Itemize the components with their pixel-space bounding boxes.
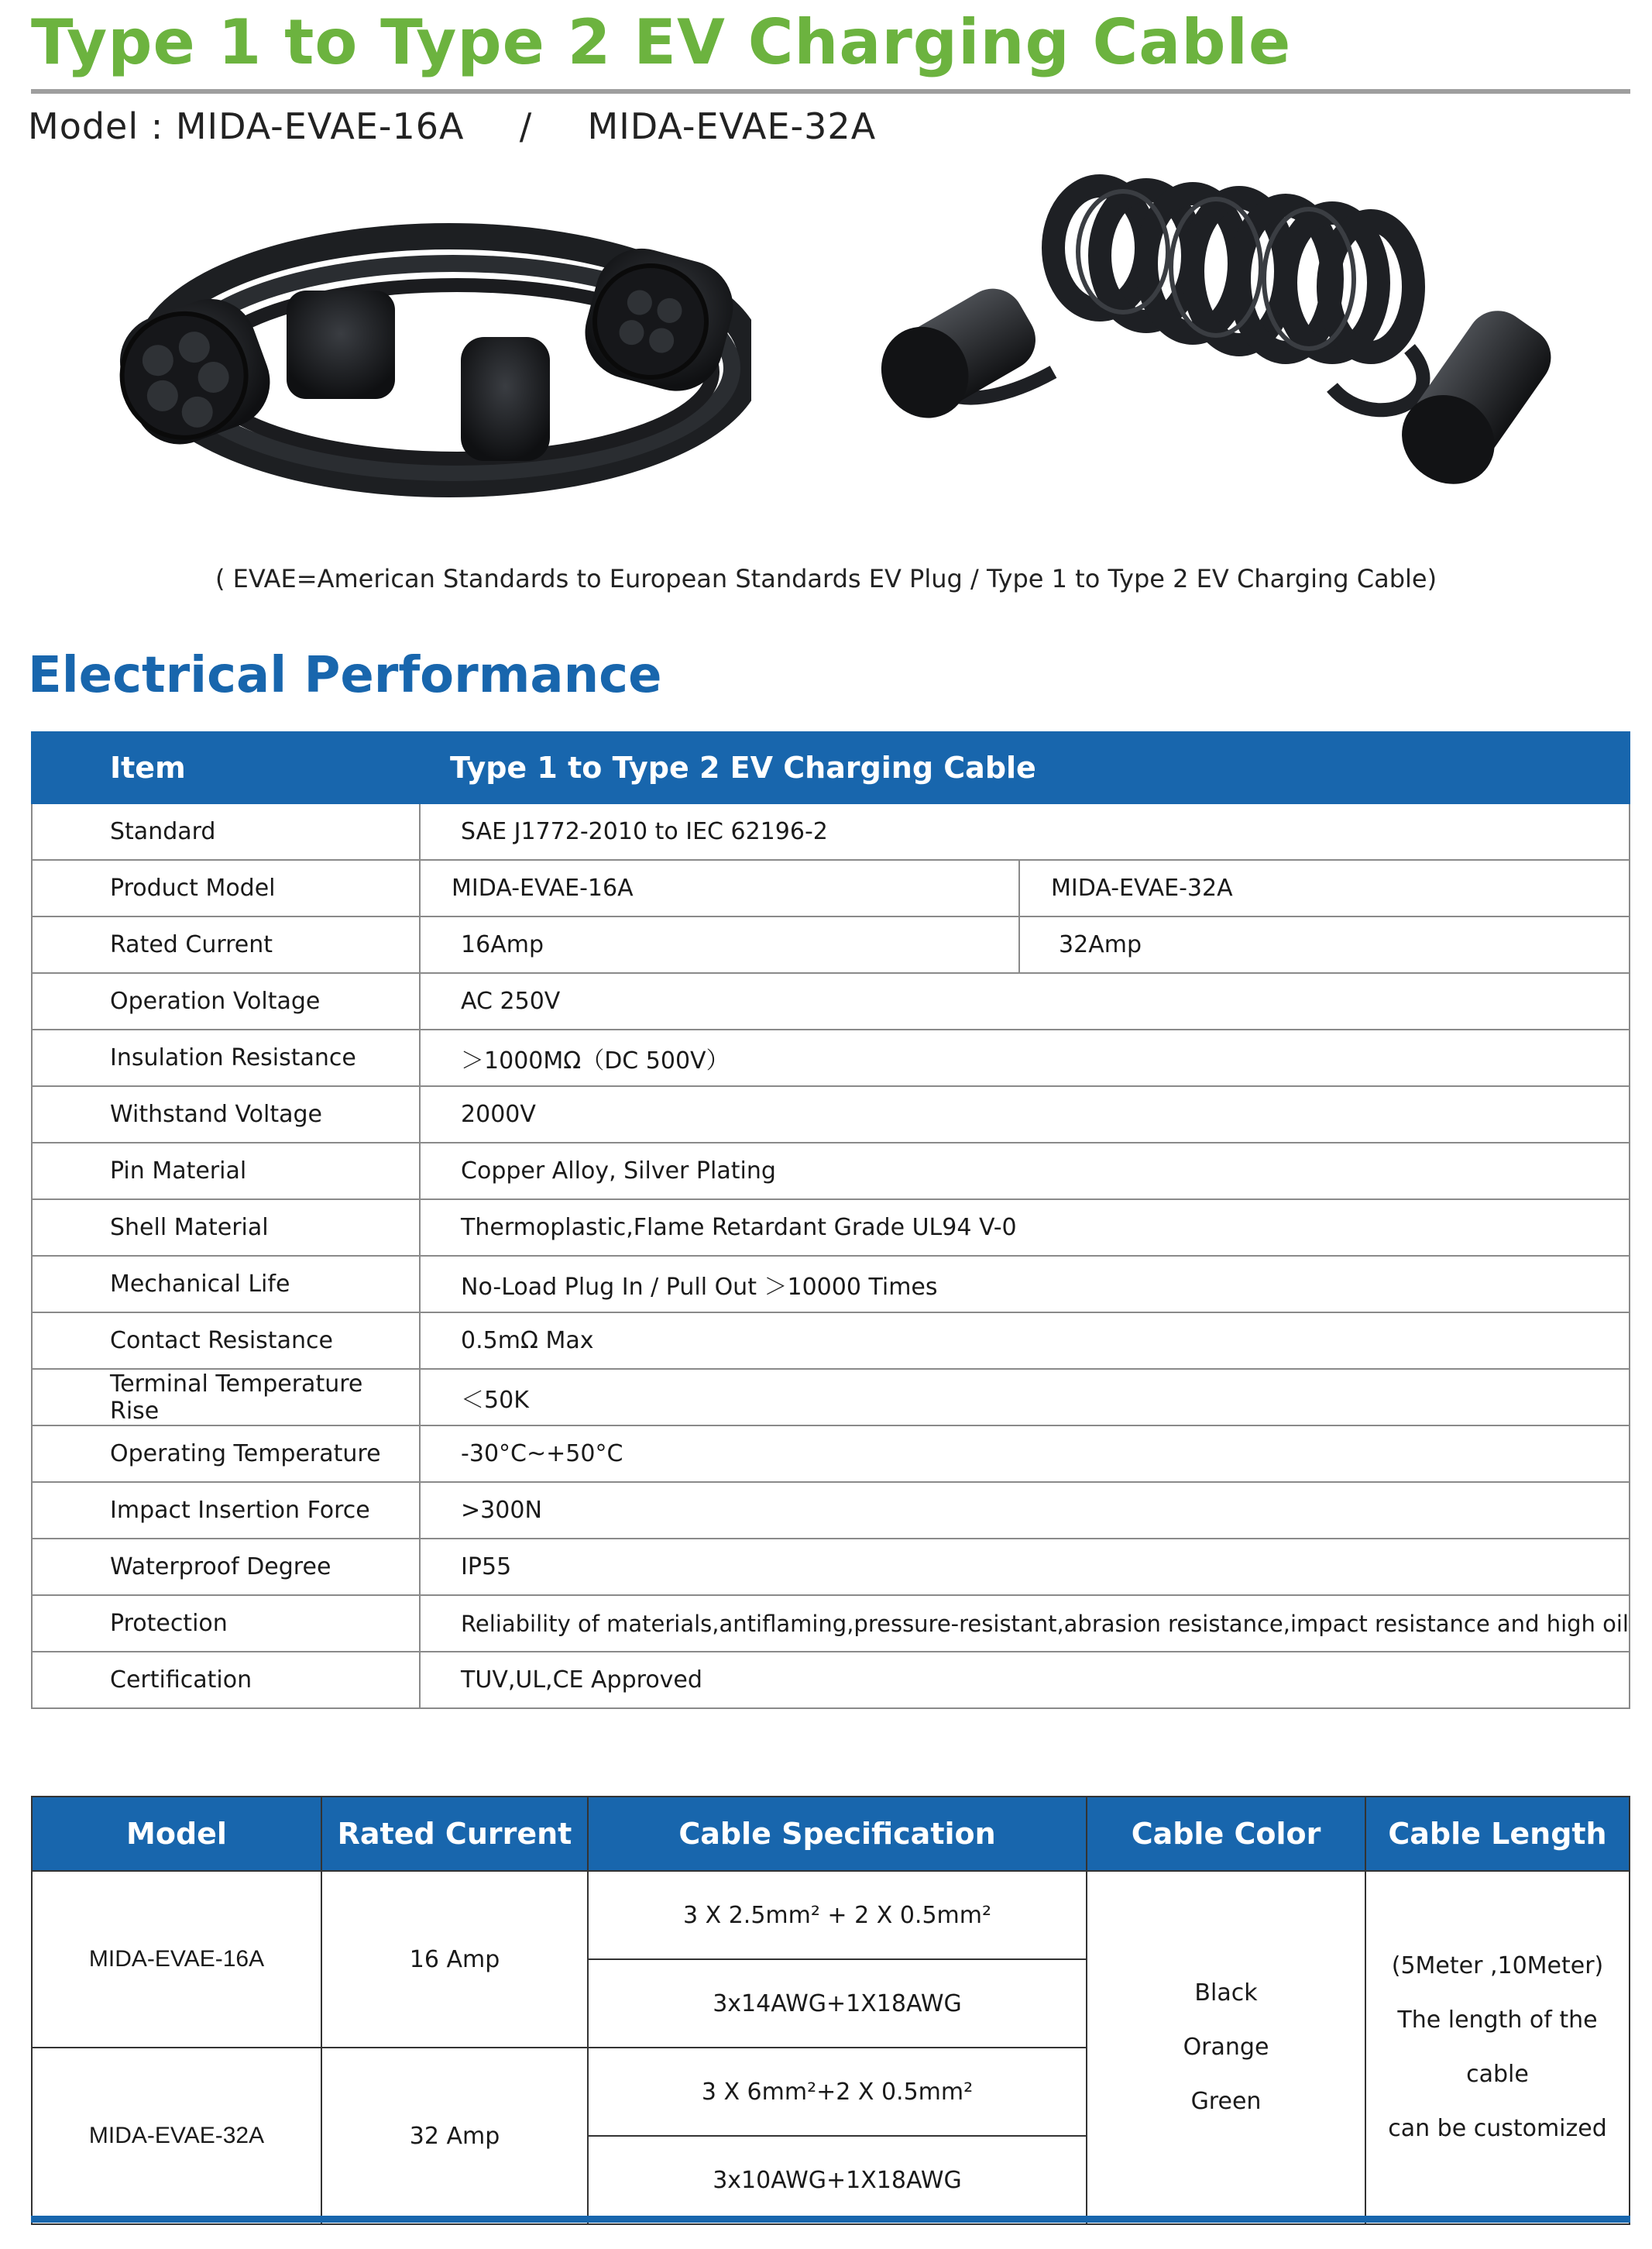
spec-cell: 3 X 6mm²+2 X 0.5mm² <box>588 2048 1087 2136</box>
table-row <box>32 1030 1630 1086</box>
row-value: ＞1000MΩ（DC 500V） <box>420 1030 1630 1086</box>
table-row <box>32 860 1630 916</box>
model-separator: / <box>519 105 533 147</box>
table-row <box>32 1539 1630 1595</box>
coiled-cable-photo <box>867 155 1564 496</box>
row-label: Insulation Resistance <box>32 1030 420 1086</box>
row-value: Copper Alloy, Silver Plating <box>420 1143 1630 1199</box>
table-row <box>32 973 1630 1030</box>
model-label: Model : <box>28 105 164 147</box>
row-label: Operating Temperature <box>32 1425 420 1482</box>
header-model: Model <box>32 1797 321 1871</box>
row-label: Certification <box>32 1652 420 1708</box>
table-row <box>32 1369 1630 1425</box>
row-value: SAE J1772-2010 to IEC 62196-2 <box>420 803 1630 860</box>
color-black: Black <box>1194 1979 1258 2007</box>
table-row <box>32 1652 1630 1708</box>
table-row <box>32 1143 1630 1199</box>
page-title: Type 1 to Type 2 EV Charging Cable <box>31 6 1292 78</box>
table-header-row <box>32 1797 1630 1871</box>
abbreviation-note: ( EVAE=American Standards to European Standards EV Plug / Type 1 to Type 2 EV Charging Cable) <box>215 564 1437 593</box>
length-cell <box>1365 1871 1630 2224</box>
cable-spec-table <box>31 1796 1630 2225</box>
row-label: Standard <box>32 803 420 860</box>
model-cell: MIDA-EVAE-32A <box>32 2048 321 2224</box>
header-product: Type 1 to Type 2 EV Charging Cable <box>420 732 1630 803</box>
row-label: Operation Voltage <box>32 973 420 1030</box>
spec-cell: 3x10AWG+1X18AWG <box>588 2136 1087 2224</box>
table-row <box>32 1595 1630 1652</box>
spec-cell: 3x14AWG+1X18AWG <box>588 1959 1087 2048</box>
table-row <box>32 1312 1630 1369</box>
color-orange: Orange <box>1183 2034 1269 2061</box>
table-row <box>32 1256 1630 1312</box>
header-cable-length: Cable Length <box>1365 1797 1630 1871</box>
row-label: Pin Material <box>32 1143 420 1199</box>
table-row <box>32 1482 1630 1539</box>
row-value: -30°C~+50°C <box>420 1425 1630 1482</box>
row-label: Withstand Voltage <box>32 1086 420 1143</box>
header-item: Item <box>32 732 420 803</box>
row-label: Waterproof Degree <box>32 1539 420 1595</box>
table-row <box>32 1199 1630 1256</box>
row-label: Protection <box>32 1595 420 1652</box>
row-value: 2000V <box>420 1086 1630 1143</box>
table-row <box>32 1871 1630 1959</box>
row-label: Shell Material <box>32 1199 420 1256</box>
row-label: Mechanical Life <box>32 1256 420 1312</box>
spec-cell: 3 X 2.5mm² + 2 X 0.5mm² <box>588 1871 1087 1959</box>
row-value-b: MIDA-EVAE-32A <box>1019 860 1630 916</box>
row-label: Impact Insertion Force <box>32 1482 420 1539</box>
row-label: Product Model <box>32 860 420 916</box>
table-header-row <box>32 732 1630 803</box>
length-note-1: The length of the cable <box>1397 2007 1598 2088</box>
table-row <box>32 1425 1630 1482</box>
table-row <box>32 803 1630 860</box>
row-value: >300N <box>420 1482 1630 1539</box>
row-value-b: 32Amp <box>1019 916 1630 973</box>
row-value: Thermoplastic,Flame Retardant Grade UL94 V-0 <box>420 1199 1630 1256</box>
row-label: Contact Resistance <box>32 1312 420 1369</box>
table-row <box>32 1086 1630 1143</box>
row-value: AC 250V <box>420 973 1630 1030</box>
row-value: IP55 <box>420 1539 1630 1595</box>
model-cell: MIDA-EVAE-16A <box>32 1871 321 2048</box>
row-value-a: 16Amp <box>420 916 1019 973</box>
header-cable-spec: Cable Specification <box>588 1797 1087 1871</box>
row-value: ＜50K <box>420 1369 1630 1425</box>
row-value: TUV,UL,CE Approved <box>420 1652 1630 1708</box>
table-row <box>32 916 1630 973</box>
current-cell: 32 Amp <box>321 2048 588 2224</box>
straight-cable-photo <box>108 190 751 515</box>
model-b: MIDA-EVAE-32A <box>587 105 877 147</box>
model-a: MIDA-EVAE-16A <box>175 105 465 147</box>
length-options: (5Meter ,10Meter) <box>1391 1952 1604 1979</box>
header-cable-color: Cable Color <box>1087 1797 1365 1871</box>
section-heading: Electrical Performance <box>28 647 662 704</box>
header-rated-current: Rated Current <box>321 1797 588 1871</box>
row-value: No-Load Plug In / Pull Out ＞10000 Times <box>420 1256 1630 1312</box>
color-green: Green <box>1190 2088 1262 2115</box>
row-label: Rated Current <box>32 916 420 973</box>
electrical-performance-table <box>31 731 1630 1709</box>
row-value: Reliability of materials,antiflaming,pressure-resistant,abrasion resistance,impact resistance and high oil <box>420 1595 1630 1652</box>
color-cell <box>1087 1871 1365 2224</box>
model-line <box>28 105 876 147</box>
current-cell: 16 Amp <box>321 1871 588 2048</box>
length-note-2: can be customized <box>1388 2115 1607 2142</box>
title-divider <box>31 89 1630 94</box>
row-value: 0.5mΩ Max <box>420 1312 1630 1369</box>
row-label: Terminal Temperature Rise <box>32 1369 420 1425</box>
row-value-a: MIDA-EVAE-16A <box>420 860 1019 916</box>
bottom-divider <box>31 2216 1630 2223</box>
